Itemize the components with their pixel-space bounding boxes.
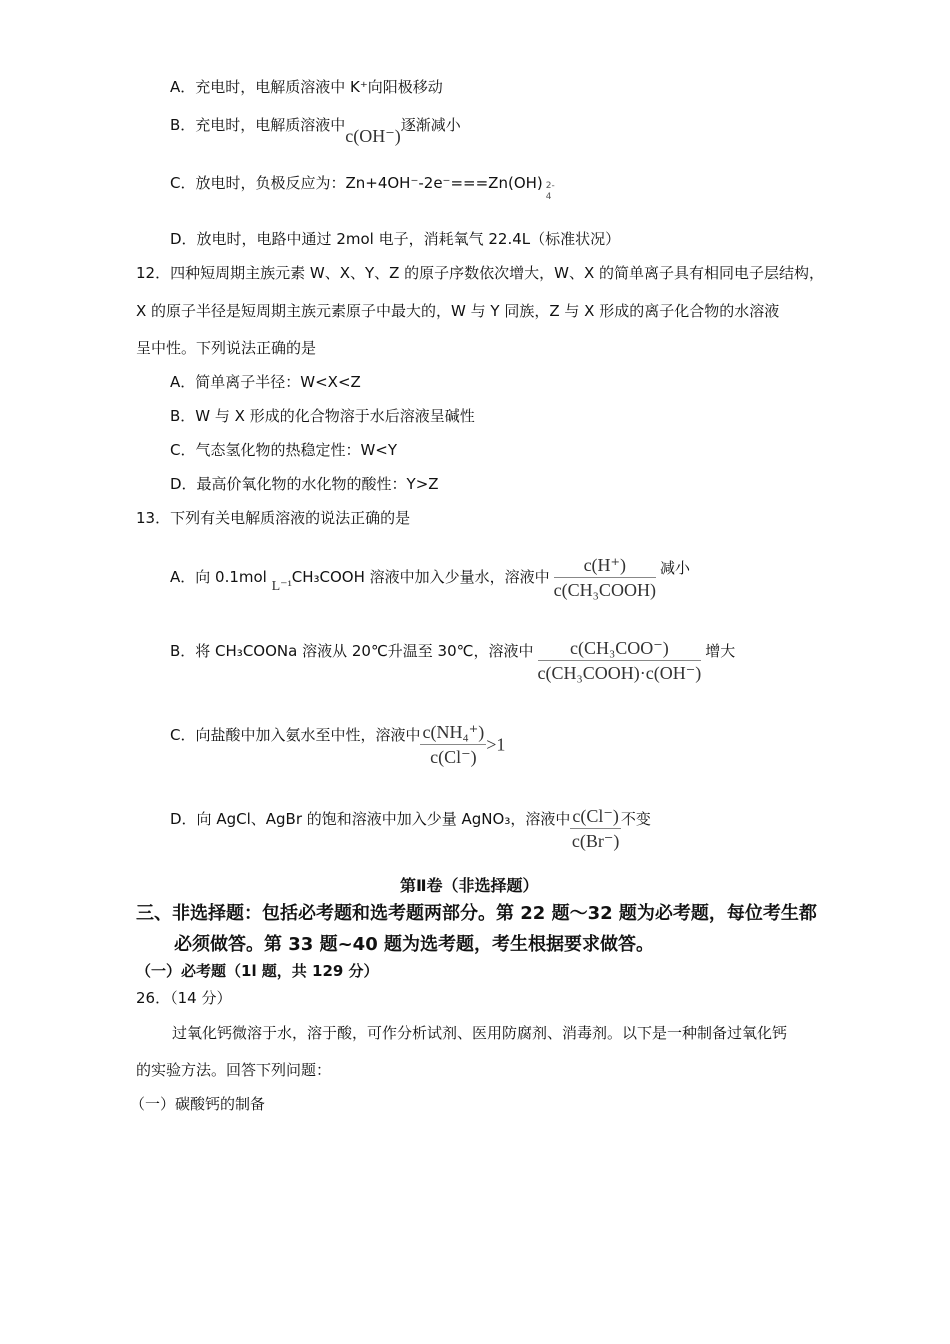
q13-c-post: >1 bbox=[486, 734, 506, 755]
q13-c-text: C．向盐酸中加入氨水至中性，溶液中 bbox=[170, 725, 421, 744]
q13-option-b bbox=[170, 638, 735, 683]
q13-stem: 13．下列有关电解质溶液的说法正确的是 bbox=[136, 509, 411, 527]
q13-a-mid: CH₃COOH 溶液中加入少量水，溶液中 bbox=[291, 568, 550, 586]
fraction-numerator: c(H⁺) bbox=[554, 555, 656, 578]
q11-option-a: A．充电时，电解质溶液中 K⁺向阳极移动 bbox=[170, 78, 443, 96]
q26-section-heading: （一）碳酸钙的制备 bbox=[130, 1095, 266, 1113]
q13-a-fraction bbox=[554, 555, 656, 600]
subsection-heading: （一）必考题（1l 题，共 129 分） bbox=[136, 962, 379, 980]
q13-b-fraction bbox=[538, 638, 702, 683]
q11-b-text: B．充电时，电解质溶液中 bbox=[170, 116, 346, 134]
q12-stem-2: X 的原子半径是短周期主族元素原子中最大的，W 与 Y 同族，Z 与 X 形成的离子化合物的水溶液 bbox=[136, 302, 780, 320]
q11-b-formula: c(OH⁻) bbox=[345, 126, 401, 146]
q13-c-fraction bbox=[420, 722, 486, 767]
q13-option-d bbox=[170, 806, 651, 851]
q13-a-text: A．向 0.1mol bbox=[170, 568, 267, 586]
q12-option-a: A．简单离子半径：W<X<Z bbox=[170, 373, 361, 391]
q11-option-b bbox=[170, 114, 461, 146]
q26-label: 26．（14 分） bbox=[136, 989, 232, 1007]
q13-option-a bbox=[170, 555, 690, 600]
q11-c-text: C．放电时，负极反应为：Zn+4OH⁻-2e⁻===Zn(OH) bbox=[170, 174, 543, 192]
q13-option-c bbox=[170, 722, 505, 767]
q13-d-text: D．向 AgCl、AgBr 的饱和溶液中加入少量 AgNO₃，溶液中 bbox=[170, 809, 571, 828]
q12-stem-1: 12．四种短周期主族元素 W、X、Y、Z 的原子序数依次增大，W、X 的简单离子具有相同电子层结构， bbox=[136, 264, 825, 282]
q11-b-post: 逐渐减小 bbox=[400, 116, 461, 134]
q12-option-b: B．W 与 X 形成的化合物溶于水后溶液呈碱性 bbox=[170, 407, 475, 425]
q12-option-d: D．最高价氧化物的水化物的酸性：Y>Z bbox=[170, 475, 439, 493]
q11-option-d: D．放电时，电路中通过 2mol 电子，消耗氧气 22.4L（标准状况） bbox=[170, 230, 621, 248]
fraction-numerator: c(NH₄⁺) bbox=[420, 722, 486, 745]
q26-paragraph-2: 的实验方法。回答下列问题： bbox=[136, 1061, 332, 1079]
q11-option-c bbox=[170, 173, 555, 202]
q11-c-charge bbox=[546, 181, 555, 203]
q13-b-post: 增大 bbox=[705, 641, 736, 660]
q12-option-c: C．气态氢化物的热稳定性：W<Y bbox=[170, 441, 398, 459]
fraction-numerator: c(CH₃COO⁻) bbox=[538, 638, 702, 661]
q13-d-post: 不变 bbox=[620, 809, 651, 828]
q11-c-sup: 2- bbox=[545, 181, 555, 191]
q13-d-fraction bbox=[570, 806, 621, 851]
fraction-denominator: c(CH₃COOH) bbox=[553, 580, 656, 600]
fraction-denominator: c(Cl⁻) bbox=[430, 747, 477, 767]
fraction-numerator: c(Cl⁻) bbox=[570, 806, 621, 829]
section-heading-line1: 三、非选择题：包括必考题和选考题两部分。第 22 题～32 题为必考题，每位考生都 bbox=[136, 903, 817, 924]
q13-b-text: B．将 CH₃COONa 溶液从 20℃升温至 30℃，溶液中 bbox=[170, 641, 534, 660]
q11-c-sub: 4 bbox=[545, 192, 552, 202]
fraction-denominator: c(CH₃COOH)·c(OH⁻) bbox=[537, 663, 702, 683]
part2-title: 第Ⅱ卷（非选择题） bbox=[400, 876, 539, 895]
fraction-denominator: c(Br⁻) bbox=[571, 831, 620, 851]
q13-a-unit: L⁻¹ bbox=[271, 579, 292, 594]
q26-paragraph-1: 过氧化钙微溶于水，溶于酸，可作分析试剂、医用防腐剂、消毒剂。以下是一种制备过氧化钙 bbox=[172, 1024, 788, 1042]
q12-stem-3: 呈中性。下列说法正确的是 bbox=[136, 339, 317, 357]
section-heading-line2: 必须做答。第 33 题~40 题为选考题，考生根据要求做答。 bbox=[174, 934, 654, 955]
q13-a-post: 减小 bbox=[659, 558, 690, 577]
